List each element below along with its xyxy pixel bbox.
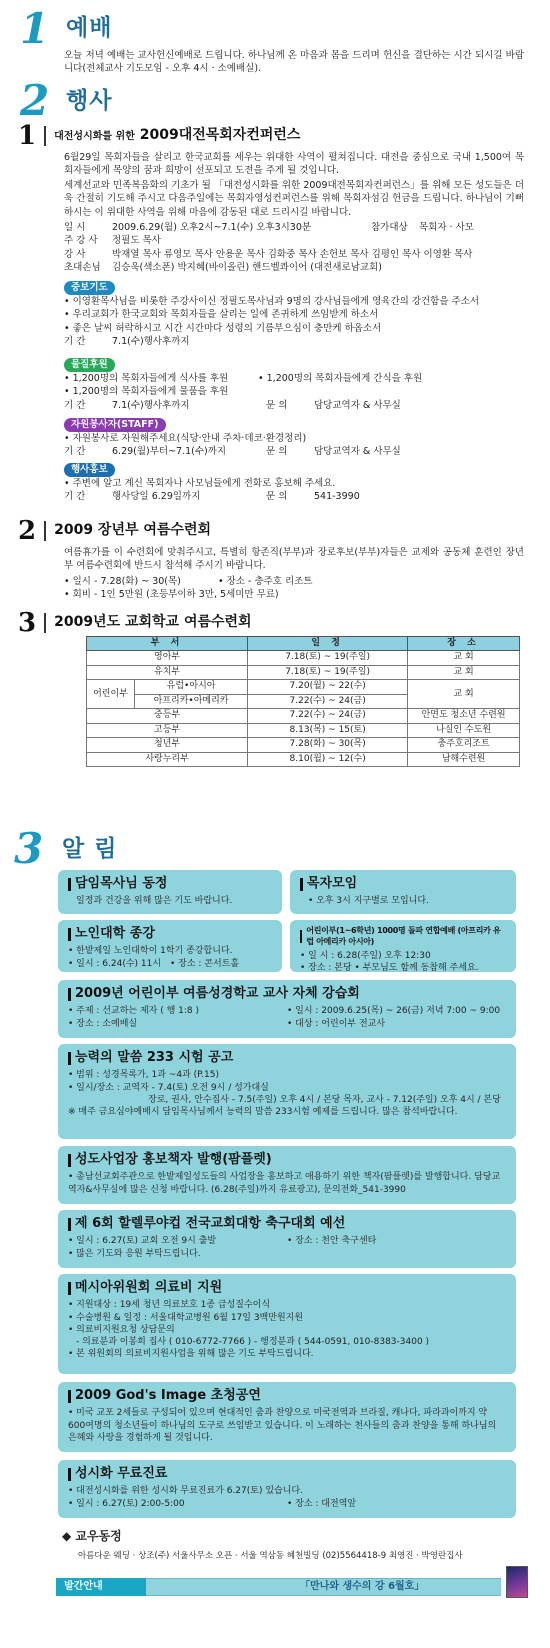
table-row: 유치부 7.18(토) ~ 19(주일) 교 회 (87, 665, 520, 680)
section-number: 1 (20, 4, 50, 53)
event-heading (18, 123, 300, 149)
notice-line: • 총남선교회주관으로 한밭제일성도들의 사업장을 홍보하고 애용하기 위한 책자(팜플렛)를 발행합니다. 담당교역자&사무실에 많은 신청 바랍니다. (6.28(주일)까지 유료광고), 문의전화_541-3990 (68, 1172, 501, 1195)
notice-title: 메시아위원회 의료비 지원 (68, 1279, 506, 1297)
notice-line: 일정과 건강을 위해 많은 기도 바랍니다. (76, 896, 233, 907)
notice-line: • 의료비지원요청 상담문의 (68, 1324, 175, 1335)
event-heading (18, 610, 252, 636)
section-title: 예배 (66, 15, 113, 41)
table-row: 어린이부 유럽•아시아 7.20(월) ~ 22(수) 교 회 (87, 680, 520, 695)
footer-left-label: 발간안내 (56, 1578, 146, 1596)
notice-title: 어린이부(1~6학년) 1000명 돌파 연합예배 (아프리카 유럽 아메리카 아시아) (300, 925, 506, 948)
conference-info: 일 시 2009.6.29(월) 오후2시~7.1(수) 오후3시30분 참가대상 목회자 · 사모 주 강 사 정필도 목사 강 사 박재열 목사 류영모 목사 안용운 목사 김화중 목사 손헌보 목사 김평인 목사 이영환 목사 초대손님 김승욱(색소폰) 박지혜(바이올린) 핸드벨콰이어 (대전새로남교회) (64, 222, 474, 274)
notice-line: • 미국 교포 2세들로 구성되어 있으며 현대적인 춤과 찬양으로 미국전역과 브라질, 캐나다, 파라과이까지 약 600여명의 청소년들이 하나님의 도구로 쓰임받고 있습니다. 이 노래하는 천사들의 춤과 찬양을 통해 하나님의 은혜와 사랑을 경험하게 될 것입니다. (68, 1408, 497, 1443)
notice-title: 능력의 말씀 233 시험 공고 (68, 1049, 506, 1067)
event-title: 2009년도 교회학교 여름수련회 (54, 614, 252, 631)
footer-right-label: 「만나와 생수의 강 6월호」 (300, 1581, 425, 1592)
notice-line: • 한밭제일 노인대학이 1학기 종강합니다. (68, 946, 233, 957)
notice-box (290, 920, 516, 972)
notice-box (58, 870, 282, 914)
prayer-tag: 중보기도 (64, 281, 115, 295)
notice-box (58, 1274, 516, 1374)
conference-paragraph: 6월29일 목회자들을 살리고 한국교회를 세우는 위대한 사역이 펼쳐집니다. 대전을 중심으로 국내 1,500여 목회자들에게 목양의 꿈과 희망이 선포되고 도전을 주게 될 것입니다. (64, 152, 524, 177)
material-tag: 물질후원 (64, 358, 115, 372)
table-row: 사랑누리부 8.10(월) ~ 12(수) 남해수련원 (87, 752, 520, 767)
notice-box: 2009년 어린이부 여름성경학교 교사 자체 강습회 • 주제 : 선교하는 제자 ( 행 1:8 ) • 일시 : 2009.6.25(목) ~ 26(금) 저녁 7:00 ~ 9:00 • 장소 : 소예배실 • 대상 : 어린이부 전교사 (58, 980, 516, 1038)
notice-box: 제 6회 할렐루야컵 전국교회대항 축구대회 예선 • 일시 : 6.27(토) 교회 오전 9시 출발 • 장소 : 천안 축구센타 • 많은 기도와 응원 부탁드립니다. (58, 1210, 516, 1268)
member-news-title: ◆ 교우동정 (62, 1529, 122, 1543)
notice-line: ※ 매주 금요심야예배시 담임목사님께서 능력의 말씀 233시험 예제를 드립니다. 많은 참석바랍니다. (68, 1106, 458, 1117)
notice-line: - 의료분과 이봉희 집사 ( 010-6772-7766 ) - 행정분과 ( 544-0591, 010-8383-3400 ) (76, 1336, 430, 1347)
section-title: 알 림 (62, 836, 118, 862)
section-title: 행사 (66, 88, 113, 114)
notice-title: 성시화 무료진료 (68, 1465, 506, 1483)
table-row: 고등부 8.13(목) ~ 15(토) 나실인 수도원 (87, 723, 520, 738)
notice-box (58, 1382, 516, 1452)
table-row: 아프리카•아메리카 7.22(수) ~ 24(금) (87, 694, 520, 709)
notice-line: • 대전성시화를 위한 성시화 무료진료가 6.27(토) 있습니다. (68, 1486, 303, 1497)
event-number: 1 (18, 121, 37, 151)
worship-text: 오늘 저녁 예배는 교사헌신예배로 드립니다. 하나님께 온 마음과 몸을 드리며 헌신을 결단하는 시간 되시길 바랍니다(전체교사 기도모임 - 오후 4시 · 소예배실). (64, 50, 524, 75)
member-news-text: 아름다운 웨딩 · 상조(주) 서울사무소 오픈 · 서울 역삼동 혜천빌딩 (02)5564418-9 최영진 · 박영란집사 (78, 1551, 463, 1561)
notice-line: • 지원대상 : 19세 청년 의료보호 1종 급성질수이식 (68, 1300, 271, 1311)
notice-box: 노인대학 종강 • 한밭제일 노인대학이 1학기 종강합니다. • 일시 : 6.24(수) 11시 • 장소 : 콘서트홀 (58, 920, 282, 972)
notice-line: 장로, 권사, 안수집사 - 7.5(주일) 오후 4시 / 본당 목자, 교사 - 7.12(주일) 오후 4시 / 본당 (148, 1094, 501, 1105)
event-title: 2009 장년부 여름수련회 (54, 522, 211, 539)
event-number: 2 (18, 516, 37, 546)
section-number: 3 (14, 824, 44, 873)
notice-line: • 본 위원회의 의료비지원사업을 위해 많은 기도 부탁드립니다. (68, 1349, 314, 1360)
promo-tag: 행사홍보 (64, 463, 115, 477)
conference-paragraph: 세계선교와 민족복음화의 기초가 될 「대전성시화를 위한 2009대전목회자컨퍼런스」를 위해 모든 성도들은 더욱 간절히 기도해 주시고 다음주일에는 목회자영성컨퍼런스를 위해 목회자섬김 헌금을 드립니다. 하나님이 기뻐하시는 이 위대한 사역을 위해 마음에 감동된 대로 드리시길 바랍니다. (64, 180, 524, 218)
summer-retreat-text: 여름휴가를 이 수련회에 맞춰주시고, 특별히 항존직(부부)과 장로후보(부부)자들은 교제와 공동체 훈련인 장년부 여름수련회에 반드시 참석해 주시기 바랍니다. (64, 547, 524, 572)
notice-box (58, 1146, 516, 1204)
table-row: 영아부 7.18(토) ~ 19(주일) 교 회 (87, 651, 520, 666)
notice-title: 제 6회 할렐루야컵 전국교회대항 축구대회 예선 (68, 1215, 506, 1233)
magazine-cover-image (506, 1566, 528, 1598)
summer-retreat-info: • 일시 - 7.28(화) ~ 30(목) • 장소 - 충주호 리조트 • 회비 - 1인 5만원 (초등부이하 3만, 5세미만 무료) (64, 576, 313, 601)
notice-title: 2009년 어린이부 여름성경학교 교사 자체 강습회 (68, 985, 506, 1003)
event-heading (18, 518, 211, 544)
staff-tag: 자원봉사자(STAFF) (64, 418, 166, 432)
section-number: 2 (20, 76, 50, 125)
notice-box (58, 1044, 516, 1139)
table-row: 중등부 7.22(수) ~ 24(금) 안면도 청소년 수련원 (87, 709, 520, 724)
notice-title: 성도사업장 홍보책자 발행(팜플렛) (68, 1151, 506, 1169)
notice-box (290, 870, 516, 914)
table-header-row: 부 서 일 정 장 소 (87, 637, 520, 651)
staff-block: 자원봉사자(STAFF) • 자원봉사로 자원해주세요(식당·안내 주차·데코·환경정리) 기 간 6.29(월)부터~7.1(수)까지 문 의 담당교역자 & 사무실 (64, 419, 401, 458)
notice-line: • 오후 3시 지구별로 모입니다. (308, 896, 429, 907)
notice-title: 2009 God's Image 초청공연 (68, 1387, 506, 1405)
notice-line: • 많은 기도와 응원 부탁드립니다. (68, 1248, 201, 1259)
notice-box: 성시화 무료진료 • 대전성시화를 위한 성시화 무료진료가 6.27(토) 있습니다. • 일시 : 6.27(토) 2:00-5:00 • 장소 : 대전역앞 (58, 1460, 516, 1518)
table-row: 청년부 7.28(화) ~ 30(목) 충주호리조트 (87, 738, 520, 753)
notice-title: 목자모임 (300, 875, 506, 893)
notice-line: • 일 시 : 6.28(주일) 오후 12:30 (300, 950, 431, 961)
footer (0, 1578, 550, 1604)
event-number: 3 (18, 608, 37, 638)
notice-title: 노인대학 종강 (68, 925, 272, 943)
notice-line: • 수술병원 & 일정 : 서울대학교병원 6월 17일 3백만원지원 (68, 1312, 304, 1323)
notice-line: • 범위 : 성경목록가, 1과 ~4과 (P.15) (68, 1070, 219, 1081)
notice-line: • 일시/장소 : 교역자 - 7.4(토) 오전 9시 / 성가대실 (68, 1082, 269, 1093)
promo-block: 행사홍보 • 주변에 알고 계신 목회자나 사모님들에게 전화로 홍보해 주세요. 기 간 행사당일 6.29일까지 문 의 541-3990 (64, 464, 360, 503)
material-block: 물질후원 • 1,200명의 목회자들에게 식사를 후원 • 1,200명의 목회자들에게 간식을 후원 • 1,200명의 목회자들에게 물품을 후원 기 간 7.1(수)행사후까지 문 의 담당교역자 & 사무실 (64, 359, 423, 411)
prayer-block: 중보기도 • 이영환목사님을 비롯한 주강사이신 정필도목사님과 9명의 강사님들에게 영육간의 강건함을 주소서 • 우리교회가 한국교회와 목회자들을 살리는 일에 존귀하게 쓰임받게 하소서 • 좋은 날씨 허락하시고 시간 시간마다 성령의 기름부으심이 충만케 하옵소서 기 간 7.1(수)행사후까지 (64, 282, 480, 348)
notice-title: 담임목사님 동정 (68, 875, 272, 893)
notice-line: • 장소 : 본당 • 부모님도 함께 동참해 주세요. (300, 962, 479, 973)
retreat-schedule-table (86, 636, 520, 767)
event-title: 대전성시화를 위한 2009대전목회자컨퍼런스 (54, 127, 301, 144)
